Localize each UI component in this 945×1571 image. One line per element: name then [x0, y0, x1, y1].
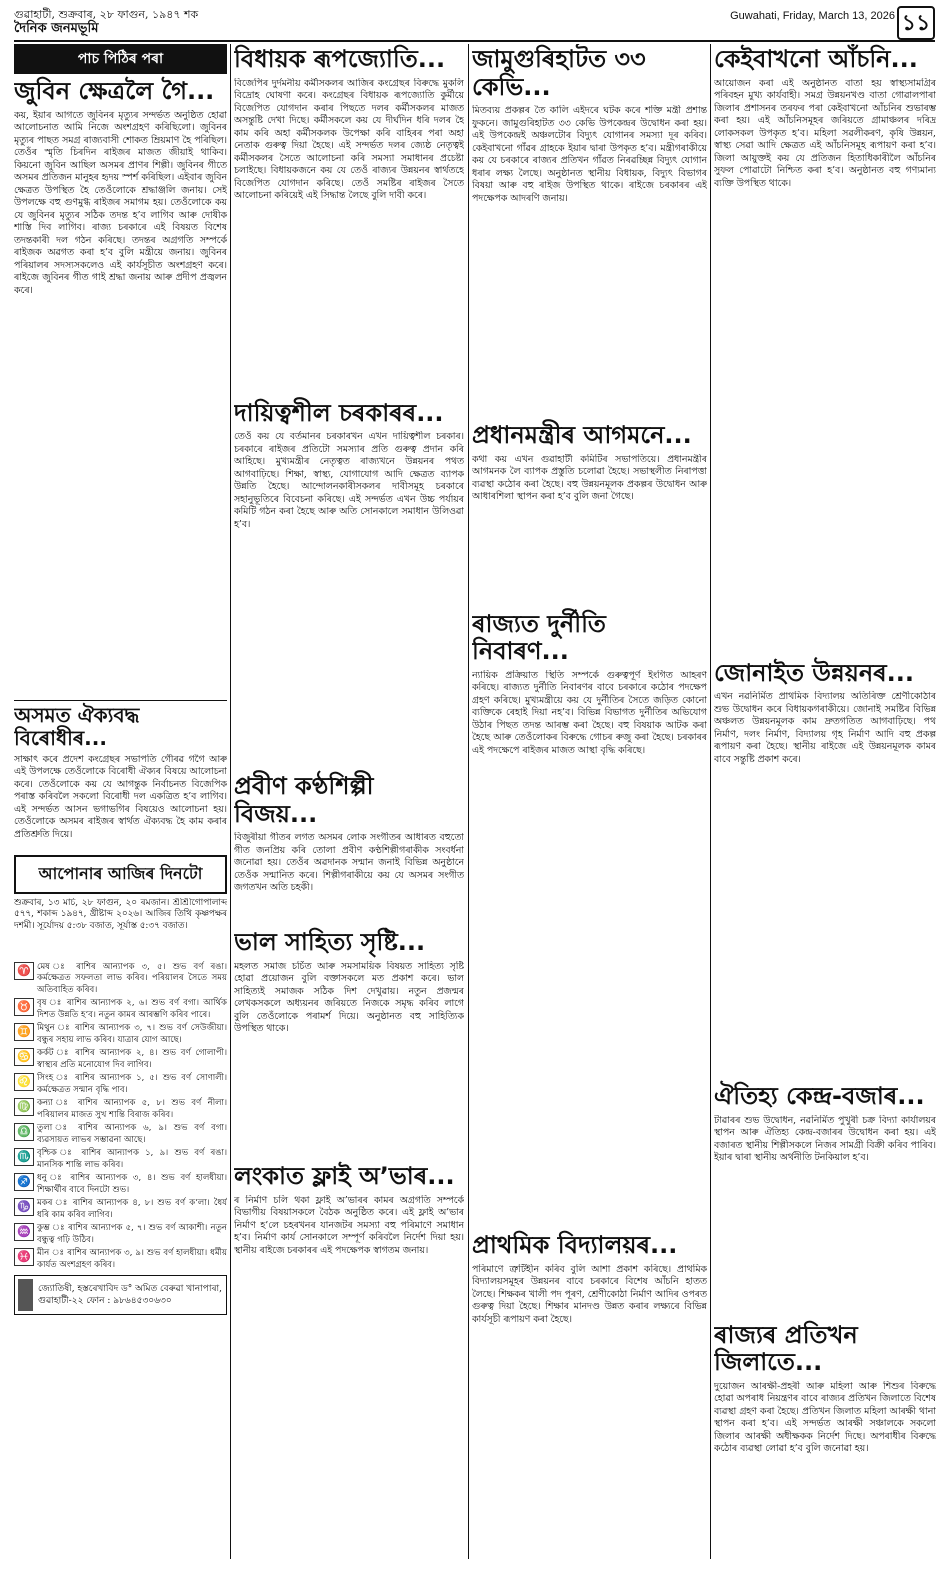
- headline-zubeen: জুবিন ক্ষেত্ৰলৈ গৈ...: [14, 77, 215, 105]
- headline-rupjyoti: বিধায়ক ৰূপজ্যোতি...: [234, 45, 446, 73]
- zodiac-text: বৃষ ঃ ৰাশিৰ আন্যাপক ২, ৬। শুভ বৰ্ণ বগা। আৰ্থিক দিশত উন্নতি হ’ব। নতুন কামৰ আৰম্ভণি কৰিব পাৰে।: [37, 998, 227, 1020]
- page-number: ১১: [897, 6, 935, 40]
- horoscope-intro: শুক্ৰবাৰ, ১৩ মাৰ্চ, ২৮ ফাগুন, ২০ ৰমজান। শ্ৰীশ্ৰীগোপালাব্দ ৫৭৭, শকাব্দ ১৯৪৭, খ্ৰীষ্টাব্দ ২০২৬। আজিৰ তিথি কৃষ্ণপক্ষৰ দশমী। সূৰ্যোদয় ৫:৩৮ বজাত, সূৰ্যাস্ত ৫:৩৭ বজাত।: [14, 897, 227, 931]
- zodiac-row: [14, 1123, 227, 1146]
- zodiac-row: [14, 1098, 227, 1121]
- zodiac-text: বৃশ্চিক ঃ ৰাশিৰ আন্যাপক ১, ৯। শুভ বৰ্ণ ৰঙা। মানসিক শান্তি লাভ কৰিব।: [37, 1148, 227, 1170]
- article-body-jonai: এখন নৱনিৰ্মিত প্ৰাথমিক বিদ্যালয় অতিৰিক্ত শ্ৰেণীকোঠাৰ শুভ উদ্বোধন কৰে বিধায়কগৰাকীয়ে। জোনাই সমষ্টিৰ বিভিন্ন অঞ্চলত উন্নয়নমূলক কাম দ্ৰুতগতিত আগবাঢ়িছে। পথ নিৰ্মাণ, দলং নিৰ্মাণ, বিদ্যালয় গৃহ নিৰ্মাণ আদি বহু প্ৰকল্প ৰূপায়ণ কৰা হৈছে। স্থানীয় ৰাইজে এই উন্নয়নমূলক কামৰ বাবে সন্তুষ্টি প্ৰকাশ কৰে।: [714, 691, 936, 765]
- headline-corruption: ৰাজ্যত দুৰ্নীতি নিবাৰণ...: [472, 609, 606, 666]
- article-body-singer: বিজুৰীয়া গীতৰ লগত অসমৰ লোক সংগীতৰ আধাৰত বহুতো গীত জনপ্ৰিয় কৰি তোলা প্ৰবীণ কণ্ঠশিল্পীগৰাকীক সংবৰ্ধনা জনোৱা হয়। তেওঁৰ অৱদানক সন্মান জনাই বিভিন্ন অনুষ্ঠানে তেওঁক সন্মানিত কৰে। শিল্পীগৰাকীয়ে কয় যে অসমৰ সংগীত জগতখন অতি চহকী।: [234, 832, 464, 894]
- headline-pm-visit: প্ৰধানমন্ত্ৰীৰ আগমনে...: [472, 421, 692, 450]
- article-body-jamugurihat: মিতব্যয় প্ৰকল্পৰ তৈ কালি এইদৰে ঘটক কৰে শক্তি মন্ত্ৰী প্ৰশান্ত ফুকনে। জামুগুৰিহাটত ৩৩ কেভি উপকেন্দ্ৰৰ উদ্বোধন কৰা হয়। এই উপকেন্দ্ৰই অঞ্চলটোৰ বিদ্যুৎ যোগানৰ সমস্যা দূৰ কৰিব। কেইবাখনো গাঁৱৰ গ্ৰাহকে ইয়াৰ দ্বাৰা উপকৃত হ’ব। মন্ত্ৰীগৰাকীয়ে কয় যে চৰকাৰে ৰাজ্যৰ প্ৰতিখন গাঁৱত নিৰৱচ্ছিন্ন বিদ্যুৎ যোগান ধৰাৰ লক্ষ্য লৈছে। অনুষ্ঠানত স্থানীয় বিধায়ক, বিদ্যুৎ বিভাগৰ বিষয়া আৰু বহু ৰাইজ উপস্থিত থাকে। ৰাইজে চৰকাৰৰ এই পদক্ষেপক আদৰণি জনায়।: [472, 105, 707, 204]
- astrologer-box: [14, 1275, 227, 1315]
- zodiac-sign-icon: ♏: [14, 1148, 34, 1166]
- headline-opposition: অসমত ঐক্যবদ্ধ বিৰোধীৰ...: [14, 702, 140, 750]
- headline-responsible-govt: দায়িত্বশীল চৰকাৰৰ...: [234, 398, 444, 427]
- zodiac-text: কন্যা ঃ ৰাশিৰ আন্যাপক ৫, ৮। শুভ বৰ্ণ নীলা। পৰিয়ালৰ মাজত সুখ শান্তি বিৰাজ কৰিব।: [37, 1098, 227, 1120]
- continued-kicker: পাচ পিঠিৰ পৰা: [14, 44, 227, 74]
- zodiac-text: সিংহ ঃ ৰাশিৰ আন্যাপক ১, ৫। শুভ বৰ্ণ সোণালী। কৰ্মক্ষেত্ৰত সন্মান বৃদ্ধি পাব।: [37, 1073, 227, 1095]
- zodiac-sign-icon: ♓: [14, 1248, 34, 1266]
- zodiac-row: [14, 1023, 227, 1046]
- zodiac-list: [14, 962, 227, 1272]
- article-body-literature: মহলত সমাজ চৰ্চিত আৰু সমসাময়িক বিষয়ত সাহিত্য সৃষ্টি হোৱা প্ৰয়োজন বুলি বক্তাসকলে মত প্ৰকাশ কৰে। ভাল সাহিত্যই সমাজক সঠিক দিশ দেখুৱায়। নতুন প্ৰজন্মৰ লেখকসকলে অধ্যয়নৰ জৰিয়তে নিজকে সমৃদ্ধ কৰিব লাগে বুলি তেওঁলোকে পৰামৰ্শ দিয়ে। অনুষ্ঠানত বহু সাহিত্যিক উপস্থিত থাকে।: [234, 960, 464, 1035]
- article-body-every-district: দুয়োজন আৰক্ষী-প্ৰহৰী আৰু মহিলা আৰু শিশুৰ বিৰুদ্ধে হোৱা অপৰাধ নিয়ন্ত্ৰণৰ বাবে ৰাজ্যৰ প্ৰতিখন জিলাতে বিশেষ ব্যৱস্থা গ্ৰহণ কৰা হৈছে। প্ৰতিখন জিলাত মহিলা আৰক্ষী থানা স্থাপন কৰা হ’ব। এই সন্দৰ্ভত আৰক্ষী সঞ্চালকে সকলো জিলাৰ আৰক্ষী অধীক্ষকক নিৰ্দেশ দিছে। অপৰাধীৰ বিৰুদ্ধে কঠোৰ ব্যৱস্থা লোৱা হ’ব বুলি জনোৱা হয়।: [714, 1380, 936, 1455]
- astrologer-info: জ্যোতিষী, হস্তৰেখাবিদ ড° অমিত বেৰুৱা খানাপাৰা, গুৱাহাটী-২২ ফোন : ৯৮৬৪৫৩০৬৩০: [38, 1284, 222, 1307]
- zodiac-text: কৰ্কট ঃ ৰাশিৰ আন্যাপক ২, ৪। শুভ বৰ্ণ গোলাপী। স্বাস্থ্যৰ প্ৰতি মনোযোগ দিব লাগিব।: [37, 1048, 227, 1070]
- zodiac-sign-icon: ♈: [14, 962, 34, 980]
- zodiac-text: মিথুন ঃ ৰাশিৰ আন্যাপক ৩, ৭। শুভ বৰ্ণ সেউজীয়া। বন্ধুৰ সহায় লাভ কৰিব। যাত্ৰাৰ যোগ আছে।: [37, 1023, 227, 1045]
- zodiac-row: [14, 1148, 227, 1171]
- headline-heritage-market: ঐতিহ্য কেন্দ্ৰ-বজাৰ...: [714, 1082, 925, 1111]
- article-body-zubeen: কয়, ইয়াৰ আগতে জুবিনৰ মৃত্যুৰ সন্দৰ্ভত অনুষ্ঠিত হোৱা আলোচনাত আমি নিজে অংশগ্ৰহণ কৰিছিলো। জুবিনৰ মৃত্যুৰ পাছত সমগ্ৰ ৰাজ্যবাসী শোকত ম্ৰিয়মাণ হৈ পৰিছিল। তেওঁৰ স্মৃতি চিৰদিন ৰাইজৰ মাজত জীয়াই থাকিব। কিয়নো জুবিন আছিল অসমৰ প্ৰাণৰ শিল্পী। জুবিনৰ গীতে অসমৰ প্ৰতিজন মানুহৰ হৃদয় স্পৰ্শ কৰিছিল। এইবাৰ জুবিন ক্ষেত্ৰত উপস্থিত হৈ তেওঁলোকে শ্ৰদ্ধাঞ্জলি জনায়। সেই উপলক্ষে বহু গুণমুগ্ধ ৰাইজৰ সমাগম হয়। তেওঁলোকে কয় যে জুবিনৰ মৃত্যুৰ সঠিক তদন্ত হ’ব লাগিব আৰু দোষীক শাস্তি দিব লাগিব। ৰাজ্য চৰকাৰে এই বিষয়ত বিশেষ তদন্তকাৰী দল গঠন কৰিছে। তদন্তৰ অগ্ৰগতি সম্পৰ্কে ৰাইজক অৱগত কৰা হ’ব বুলি মন্ত্ৰীয়ে জনায়। জুবিনৰ পৰিয়ালৰ সদস্যসকলেও এই কাৰ্যসূচীত অংশগ্ৰহণ কৰে। ৰাইজে জুবিনৰ গীত গাই শ্ৰদ্ধা জনায় আৰু প্ৰদীপ প্ৰজ্বলন কৰে।: [14, 109, 227, 296]
- date-english: Guwahati, Friday, March 13, 2026: [730, 10, 895, 22]
- headline-jonai: জোনাইত উন্নয়নৰ...: [714, 658, 915, 687]
- headline-schemes: কেইবাখনো আঁচনি...: [714, 45, 918, 73]
- zodiac-sign-icon: ♎: [14, 1123, 34, 1141]
- column-divider: [468, 44, 469, 1559]
- article-body-responsible-govt: তেওঁ কয় যে বৰ্তমানৰ চৰকাৰখন এখন দায়িত্বশীল চৰকাৰ। চৰকাৰে ৰাইজৰ প্ৰতিটো সমস্যাৰ প্ৰতি গুৰুত্ব প্ৰদান কৰি আহিছে। মুখ্যমন্ত্ৰীৰ নেতৃত্বত ৰাজ্যখনে উন্নয়নৰ পথত আগবাঢ়িছে। শিক্ষা, স্বাস্থ্য, যোগাযোগ আদি ক্ষেত্ৰত ব্যাপক উন্নতি হৈছে। আন্দোলনকাৰীসকলৰ দাবীসমূহ চৰকাৰে সহানুভূতিৰে বিবেচনা কৰিছে। এই সন্দৰ্ভত এখন উচ্চ পৰ্যায়ৰ কমিটি গঠন কৰা হৈছে আৰু অতি সোনকালে সমাধান উলিওৱা হ’ব।: [234, 431, 464, 530]
- column-divider: [230, 44, 231, 1559]
- zodiac-sign-icon: ♊: [14, 1023, 34, 1041]
- column-1: [14, 44, 227, 1564]
- zodiac-sign-icon: ♍: [14, 1098, 34, 1116]
- zodiac-row: [14, 1173, 227, 1196]
- zodiac-row: [14, 1048, 227, 1071]
- zodiac-text: তুলা ঃ ৰাশিৰ আন্যাপক ৬, ৯। শুভ বৰ্ণ বগা। ব্যৱসায়ত লাভৰ সম্ভাৱনা আছে।: [37, 1123, 227, 1145]
- article-body-opposition: সাক্ষাৎ কৰে প্ৰদেশ কংগ্ৰেছৰ সভাপতি গৌৰৱ গগৈ আৰু এই উপলক্ষে তেওঁলোকে বিৰোধী ঐক্যৰ বিষয়ে আলোচনা কৰে। তেওঁলোকে কয় যে আগন্তুক নিৰ্বাচনত বিজেপিক পৰাস্ত কৰিবলৈ সকলো বিৰোধী দল একত্ৰিত হ’ব লাগিব। এই সন্দৰ্ভত আসন ভগাভগিৰ বিষয়েও আলোচনা হয়। তেওঁলোকে অসমৰ ৰাইজৰ স্বাৰ্থত ঐক্যবদ্ধ হৈ কাম কৰাৰ প্ৰতিশ্ৰুতি দিয়ে।: [14, 753, 227, 840]
- headline-jamugurihat: জামুগুৰিহাটত ৩৩ কেভি...: [472, 45, 646, 101]
- headline-primary-school: প্ৰাথমিক বিদ্যালয়ৰ...: [472, 1230, 678, 1259]
- headline-flyover: লংকাত ফ্লাই অ’ভাৰ...: [234, 1161, 455, 1190]
- paper-name: দৈনিক জনমভূমি: [14, 21, 99, 36]
- zodiac-row: [14, 998, 227, 1021]
- column-divider: [710, 44, 711, 1559]
- article-body-flyover: ৰ নিৰ্মাণ চলি থকা ফ্লাই অ’ভাৰৰ কামৰ অগ্ৰগতি সম্পৰ্কে বিভাগীয় বিষয়াসকলে বৈঠক অনুষ্ঠিত কৰে। এই ফ্লাই অ’ভাৰ নিৰ্মাণ হ’লে চহৰখনৰ যানজটৰ সমস্যা বহু পৰিমাণে সমাধান হ’ব। নিৰ্মাণ কাৰ্য সোনকালে সম্পূৰ্ণ কৰিবলৈ নিৰ্দেশ দিয়া হয়। স্থানীয় ৰাইজে চৰকাৰৰ এই পদক্ষেপক স্বাগতম জনায়।: [234, 1194, 464, 1256]
- column-4: [714, 44, 936, 1564]
- zodiac-sign-icon: ♒: [14, 1223, 34, 1241]
- astrologer-photo: [18, 1279, 33, 1311]
- zodiac-row: [14, 1198, 227, 1221]
- article-body-schemes: আয়োজন কৰা এই অনুষ্ঠানত বাতা হয় স্বাস্থ্যসামগ্ৰিৰ পৰিবহন মুখ্য কাৰ্যবাহী। সমগ্ৰ উন্নয়নখণ্ড বাতা গোৱালপাৰা জিলাৰ প্ৰশাসনৰ তৰফৰ পৰা কেইবাখনো আঁচনিৰ শুভাৰম্ভ কৰা হয়। এই আঁচনিসমূহৰ জৰিয়তে গ্ৰামাঞ্চলৰ দৰিদ্ৰ লোকসকল উপকৃত হ’ব। মহিলা সৱলীকৰণ, কৃষি উন্নয়ন, স্বাস্থ্য সেৱা আদি ক্ষেত্ৰত এই আঁচনিসমূহ ৰূপায়ণ কৰা হ’ব। জিলা আয়ুক্তই কয় যে প্ৰতিজন হিতাধিকাৰীলৈ আঁচনিৰ সুফল পোৱাটো নিশ্চিত কৰা হ’ব। অনুষ্ঠানত বহু গণ্যমান্য ব্যক্তি উপস্থিত থাকে।: [714, 77, 936, 189]
- article-body-pm-visit: কথা কয় এখন গুৱাহাটী কমিটিৰ সভাপতিয়ে। প্ৰধানমন্ত্ৰীৰ আগমনক লৈ ব্যাপক প্ৰস্তুতি চলোৱা হৈছে। সভাস্থলীত নিৰাপত্তা ব্যৱস্থা কঠোৰ কৰা হৈছে। বহু উন্নয়নমূলক প্ৰকল্পৰ উদ্বোধন আৰু আধাৰশিলা স্থাপন কৰা হ’ব বুলি জনা গৈছে।: [472, 453, 707, 503]
- masthead: [14, 6, 935, 42]
- article-body-rupjyoti: বিজেপিৰ দুৰ্দমনীয় কৰ্মীসকলৰ আজিৰ কংগ্ৰেছৰ বিৰুদ্ধে মুকলি বিদ্ৰোহ ঘোষণা কৰে। কংগ্ৰেছৰ বিধায়ক ৰূপজ্যোতি কুৰ্মীয়ে বিজেপিত যোগদান কৰাৰ পিছতে দলৰ কৰ্মীসকলৰ মাজত অসন্তুষ্টি দেখা দিছে। কৰ্মীসকলে কয় যে দীৰ্ঘদিন ধৰি দলৰ হৈ কাম কৰি অহা কৰ্মীসকলক উপেক্ষা কৰি বাহিৰৰ পৰা অহা নেতাক গুৰুত্ব দিয়া হৈছে। এই সন্দৰ্ভত দলৰ জ্যেষ্ঠ নেতৃত্বই কৰ্মীসকলৰ সৈতে আলোচনা কৰি সমস্যা সমাধানৰ প্ৰচেষ্টা চলাইছে। বিধায়কজনে কয় যে তেওঁ ৰাজ্যৰ উন্নয়নৰ স্বাৰ্থতহে বিজেপিত যোগদান কৰিছে। তেওঁ সমষ্টিৰ ৰাইজৰ সৈতে আলোচনা কৰিয়েই এই সিদ্ধান্ত লৈছে বুলি দাবী কৰে।: [234, 77, 464, 202]
- zodiac-sign-icon: ♉: [14, 998, 34, 1016]
- zodiac-sign-icon: ♌: [14, 1073, 34, 1091]
- column-3: [472, 44, 707, 1564]
- zodiac-sign-icon: ♐: [14, 1173, 34, 1191]
- zodiac-text: মকৰ ঃ ৰাশিৰ আন্যাপক ৪, ৮। শুভ বৰ্ণ ক’লা। ধৈৰ্য ধৰি কাম কৰিব লাগিব।: [37, 1198, 227, 1220]
- horoscope-box-title: আপোনাৰ আজিৰ দিনটো: [14, 855, 227, 894]
- zodiac-row: [14, 1073, 227, 1096]
- zodiac-row: [14, 1223, 227, 1246]
- zodiac-text: মেষ ঃ ৰাশিৰ আন্যাপক ৩, ৫। শুভ বৰ্ণ ৰঙা। কৰ্মক্ষেত্ৰত সফলতা লাভ কৰিব। পৰিয়ালৰ সৈতে সময় অতিবাহিত কৰিব।: [37, 961, 227, 995]
- masthead-left: [14, 8, 198, 36]
- headline-singer: প্ৰবীণ কণ্ঠশিল্পী বিজয়...: [234, 772, 374, 828]
- zodiac-text: মীন ঃ ৰাশিৰ আন্যাপক ৩, ৯। শুভ বৰ্ণ হালধীয়া। ধৰ্মীয় কাৰ্যত অংশগ্ৰহণ কৰিব।: [37, 1248, 227, 1270]
- column-2: [234, 44, 464, 1564]
- headline-literature: ভাল সাহিত্য সৃষ্টি...: [234, 928, 426, 957]
- zodiac-row: [14, 1248, 227, 1271]
- article-body-heritage-market: টাৱাৰৰ শুভ উদ্বোধন, নৱনিৰ্মিত পুখুৰী চক্ৰ বিদ্যা কাৰ্যালয়ৰ স্থাপন আৰু ঐতিহ্য কেন্দ্ৰ-বজাৰৰ উদ্বোধন কৰা হয়। এই বজাৰত স্থানীয় শিল্পীসকলে নিজৰ সামগ্ৰী বিক্ৰী কৰিব পাৰিব। ইয়াৰ দ্বাৰা স্থানীয় অৰ্থনীতি টনকিয়াল হ’ব।: [714, 1114, 936, 1164]
- zodiac-sign-icon: ♑: [14, 1198, 34, 1216]
- zodiac-text: কুম্ভ ঃ ৰাশিৰ আন্যাপক ৫, ৭। শুভ বৰ্ণ আকাশী। নতুন বন্ধুত্ব গঢ়ি উঠিব।: [37, 1223, 227, 1245]
- headline-every-district: ৰাজ্যৰ প্ৰতিখন জিলাতে...: [714, 1320, 858, 1377]
- article-body-primary-school: পৰিমাণে ত্ৰুটিহীন কৰিব বুলি আশা প্ৰকাশ কৰিছে। প্ৰাথমিক বিদ্যালয়সমূহৰ উন্নয়নৰ বাবে চৰকাৰে বিশেষ আঁচনি হাতত লৈছে। শিক্ষকৰ খালী পদ পূৰণ, শ্ৰেণীকোঠা নিৰ্মাণ আদিৰ ওপৰত গুৰুত্ব দিয়া হৈছে। শিক্ষাৰ মানদণ্ড উন্নত কৰাৰ লক্ষ্যৰে বিভিন্ন কাৰ্যসূচী ৰূপায়ণ কৰা হৈছে।: [472, 1263, 707, 1325]
- zodiac-sign-icon: ♋: [14, 1048, 34, 1066]
- zodiac-text: ধনু ঃ ৰাশিৰ আন্যাপক ৩, ৪। শুভ বৰ্ণ হালধীয়া। শিক্ষাৰ্থীৰ বাবে দিনটো শুভ।: [37, 1173, 227, 1195]
- zodiac-row: [14, 962, 227, 997]
- divider: [14, 700, 227, 701]
- date-assamese: গুৱাহাটী, শুক্ৰবাৰ, ২৮ ফাগুন, ১৯৪৭ শক: [14, 8, 199, 21]
- article-body-corruption: ন্যায়িক প্ৰক্ৰিয়াত স্থিতি সম্পৰ্কে গুৰুত্বপূৰ্ণ ইংগিত আহৰণ কৰিছে। ৰাজ্যত দুৰ্নীতি নিবাৰণৰ বাবে চৰকাৰে কঠোৰ পদক্ষেপ গ্ৰহণ কৰিছে। মুখ্যমন্ত্ৰীয়ে কয় যে দুৰ্নীতিৰ সৈতে জড়িত কোনো ব্যক্তিকে ৰেহাই দিয়া নহ’ব। বিভিন্ন বিভাগত দুৰ্নীতিৰ অভিযোগ উঠাৰ পিছত তদন্ত আৰম্ভ কৰা হৈছে। বহু বিষয়াক আটক কৰা হৈছে আৰু তেওঁলোকৰ বিৰুদ্ধে গোচৰ ৰুজু কৰা হৈছে। চৰকাৰৰ এই পদক্ষেপে ৰাইজৰ মাজত আস্থা বৃদ্ধি কৰিছে।: [472, 669, 707, 756]
